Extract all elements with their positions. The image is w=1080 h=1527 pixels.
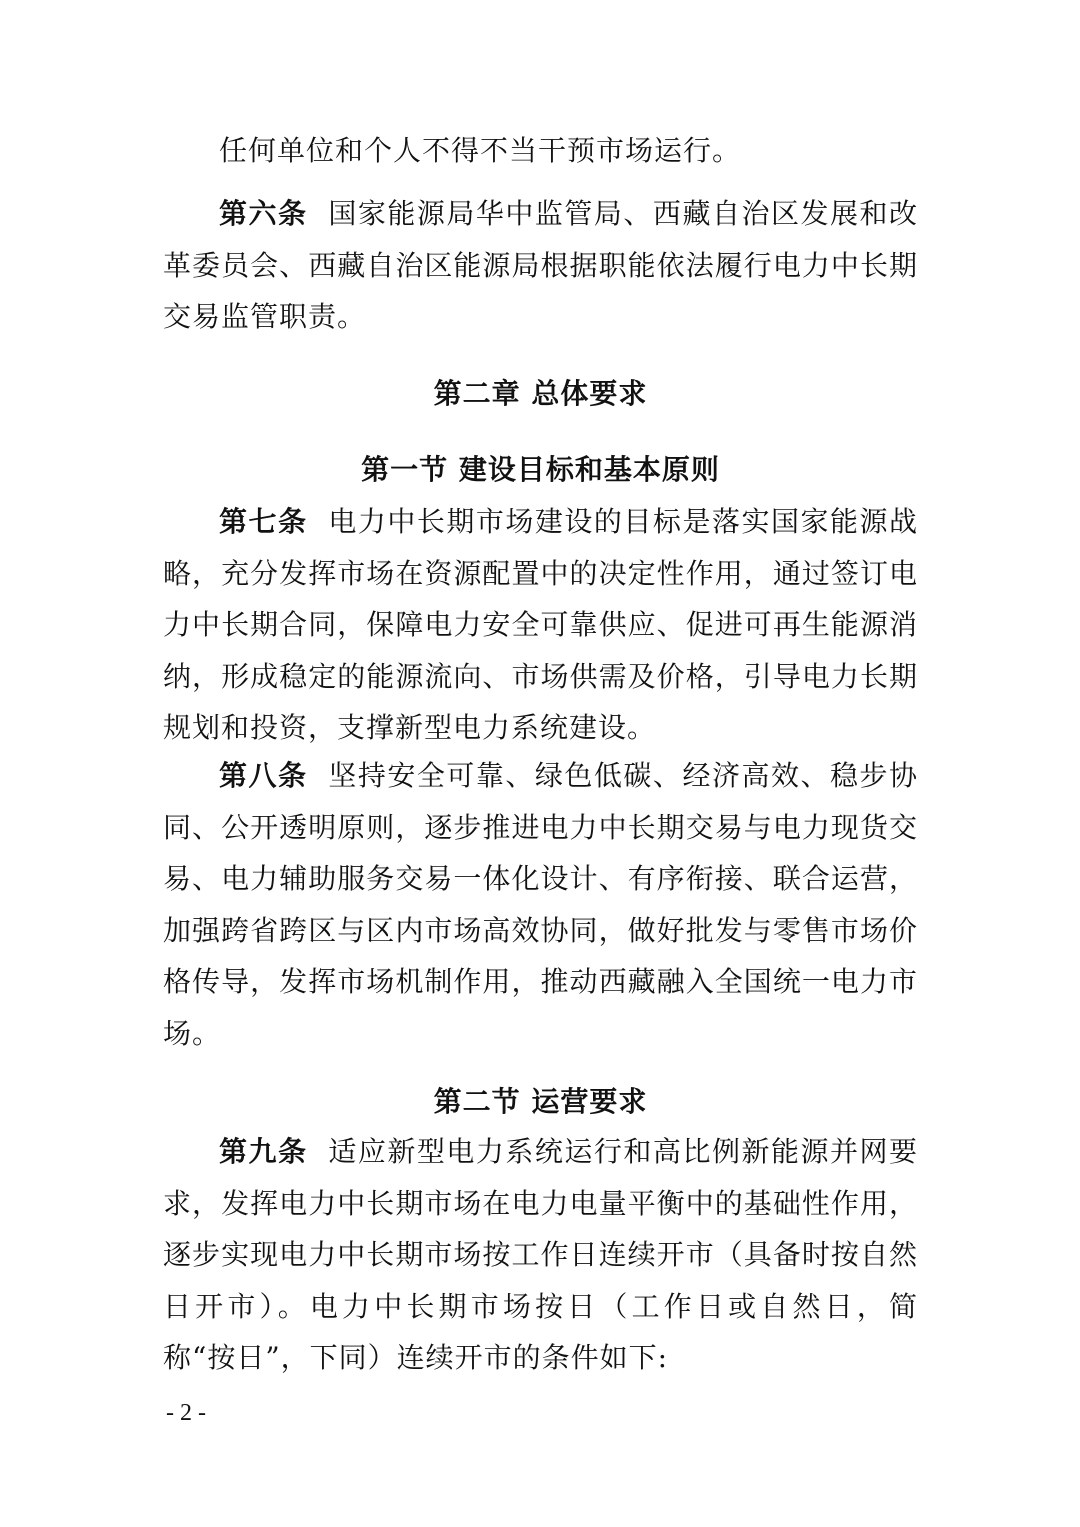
- section-2-title: 第二节 运营要求: [433, 1085, 648, 1118]
- article-7-text: 电力中长期市场建设的目标是落实国家能源战略，充分发挥市场在资源配置中的决定性作用，通过签订电力中长期合同，保障电力安全可靠供应、促进可再生能源消纳，形成稳定的能源流向、市场供需及价格，引导电力长期规划和投资，支撑新型电力系统建设。: [163, 505, 918, 744]
- article-8-text: 坚持安全可靠、绿色低碳、经济高效、稳步协同、公开透明原则，逐步推进电力中长期交易与电力现货交易、电力辅助服务交易一体化设计、有序衔接、联合运营，加强跨省跨区与区内市场高效协同，做好批发与零售市场价格传导，发挥市场机制作用，推动西藏融入全国统一电力市场。: [163, 759, 918, 1050]
- article-8-label: 第八条: [219, 759, 308, 792]
- paragraph-text: 任何单位和个人不得不当干预市场运行。: [219, 134, 742, 167]
- article-9-label: 第九条: [219, 1135, 308, 1168]
- article-6-label: 第六条: [219, 197, 308, 230]
- article-6: [163, 188, 918, 343]
- article-7-label: 第七条: [219, 505, 308, 538]
- chapter-2-title: 第二章 总体要求: [433, 377, 648, 410]
- paragraph-continued: [163, 125, 918, 177]
- article-6-text: 国家能源局华中监管局、西藏自治区发展和改革委员会、西藏自治区能源局根据职能依法履行电力中长期交易监管职责。: [163, 197, 918, 333]
- article-9-text: 适应新型电力系统运行和高比例新能源并网要求，发挥电力中长期市场在电力电量平衡中的基础性作用，逐步实现电力中长期市场按工作日连续开市（具备时按自然日开市）。电力中长期市场按日（工作日或自然日，简称“按日”，下同）连续开市的条件如下:: [163, 1135, 918, 1374]
- section-1-title: 第一节 建设目标和基本原则: [361, 453, 720, 486]
- article-7: [163, 496, 918, 754]
- page-number: - 2 -: [166, 1400, 206, 1426]
- article-9: [163, 1126, 918, 1384]
- article-8: [163, 750, 918, 1059]
